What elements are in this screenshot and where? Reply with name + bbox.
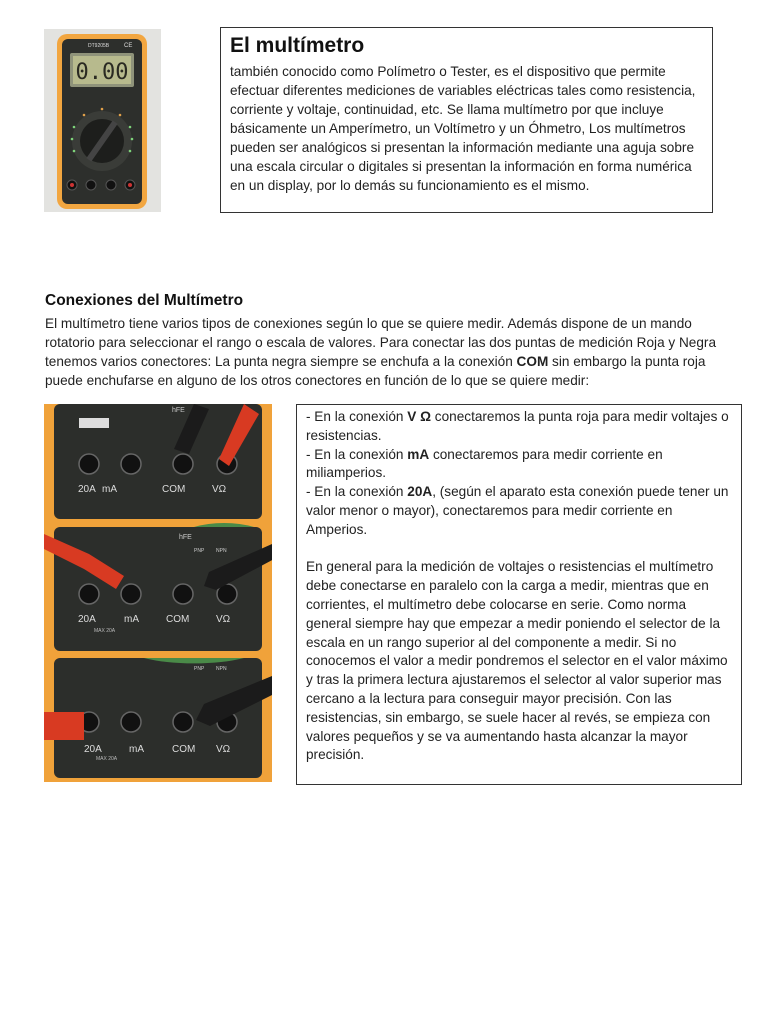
conn-ma-post: conectaremos para medir corriente en miliamperios. xyxy=(306,446,663,481)
conn-general: En general para la medición de voltajes o resistencias el multímetro debe conectarse en paralelo con la carga a medir, mientras que en corrientes, el multímetro debe colocarse en serie. Como norma general siempre hay que empezar a medir poniendo el selector de la escala en un rango superior al del componente a medir. Si no conocemos el valor a medir pondremos el selector en el valor máximo y tras la primera lectura ajustaremos el selector al valor superior mas cercano a la lectura para conseguir mayor precisión. Con las resistencias, sin embargo, se suele hacer al revés, se empieza con valores pequeños y se va aumentando hasta alcanzar la mayor precisión. xyxy=(306,559,728,763)
conn-20a xyxy=(306,483,732,539)
npn-label-2: NPN xyxy=(216,548,227,554)
conn-ma-pre: - En la conexión xyxy=(306,446,408,462)
label-max-3: MAX 20A xyxy=(96,756,118,762)
label-com-2: COM xyxy=(166,614,190,625)
para-text-pre: El multímetro tiene varios tipos de conexiones según lo que se quiere medir. Además dispone de un mando rotatorio para seleccionar el rango o escala de valores. Para conectar las dos puntas de medición Roja y Negra tenemos varios conectores: La punta negra siempre se enchufa a la conexión xyxy=(45,316,716,369)
label-ma-1: mA xyxy=(102,484,117,495)
conn-vohm-post: conectaremos la punta roja para medir voltajes o resistencias. xyxy=(306,409,729,443)
pnp-label-2: PNP xyxy=(194,548,205,554)
connection-photos xyxy=(44,404,272,782)
conn-vohm xyxy=(306,408,732,446)
npn-label-3: NPN xyxy=(216,666,227,672)
intro-title: El multímetro xyxy=(230,34,365,57)
hfe-label-2: hFE xyxy=(179,534,192,541)
label-vohm-2: VΩ xyxy=(216,614,231,625)
conn-vohm-pre: - En la conexión xyxy=(306,409,408,424)
multimeter-photo xyxy=(44,29,161,212)
label-vohm-1: VΩ xyxy=(212,484,227,495)
label-com-1: COM xyxy=(162,484,186,495)
paragraph-gap xyxy=(306,540,732,559)
display-reading: 0.00 xyxy=(75,60,129,85)
red-probe-3 xyxy=(44,712,84,740)
photo-ma-connection xyxy=(44,523,272,655)
conn-20a-bold: 20A xyxy=(407,484,433,500)
ce-mark: CE xyxy=(124,43,133,49)
section-title: Conexiones del Multímetro xyxy=(45,292,244,309)
conn-20a-pre: - En la conexión xyxy=(306,484,408,500)
hfe-label-1: hFE xyxy=(172,407,185,414)
label-20a-2: 20A xyxy=(78,614,96,625)
label-20a-3: 20A xyxy=(84,744,102,755)
intro-box xyxy=(220,27,713,213)
conn-ma xyxy=(306,446,732,484)
connections-box xyxy=(296,404,742,785)
photo-20a-connection xyxy=(44,658,272,782)
conn-20a-post: , (según el aparato esta conexión puede tener un valor menor o mayor), conectaremos para medir corriente en Amperios. xyxy=(306,484,729,537)
label-ma-2: mA xyxy=(124,614,139,625)
intro-text: también conocido como Polímetro o Tester, es el dispositivo que permite efectuar diferentes mediciones de variables eléctricas tales como resistencia, corriente y voltaje, continuidad, etc. Se llama multímetro por que incluye básicamente un Amperímetro, un Voltímetro y un Óhmetro, Los multímetros pueden ser analógicos si presentan la información mediante una aguja sobre una escala circular o digitales si presentan la información en forma numérica en un display, por lo demás su funcionamiento es el mismo. xyxy=(230,64,696,193)
model-label: DT9205B xyxy=(88,43,110,49)
para-text-post: sin embargo la punta roja puede enchufarse en alguno de los otros conectores en función de lo que se quiere medir: xyxy=(45,354,706,388)
conn-vohm-bold: V Ω xyxy=(407,409,432,424)
label-com-3: COM xyxy=(172,744,196,755)
label-ma-3: mA xyxy=(129,744,144,755)
label-20a-1: 20A xyxy=(78,484,96,495)
label-vohm-3: VΩ xyxy=(216,744,231,755)
pnp-label-3: PNP xyxy=(194,666,205,672)
para-text-bold: COM xyxy=(516,354,549,369)
section-paragraph xyxy=(45,314,735,390)
photo-vohm-connection xyxy=(44,404,272,524)
label-max-2: MAX 20A xyxy=(94,628,116,634)
conn-ma-bold: mA xyxy=(407,446,430,462)
